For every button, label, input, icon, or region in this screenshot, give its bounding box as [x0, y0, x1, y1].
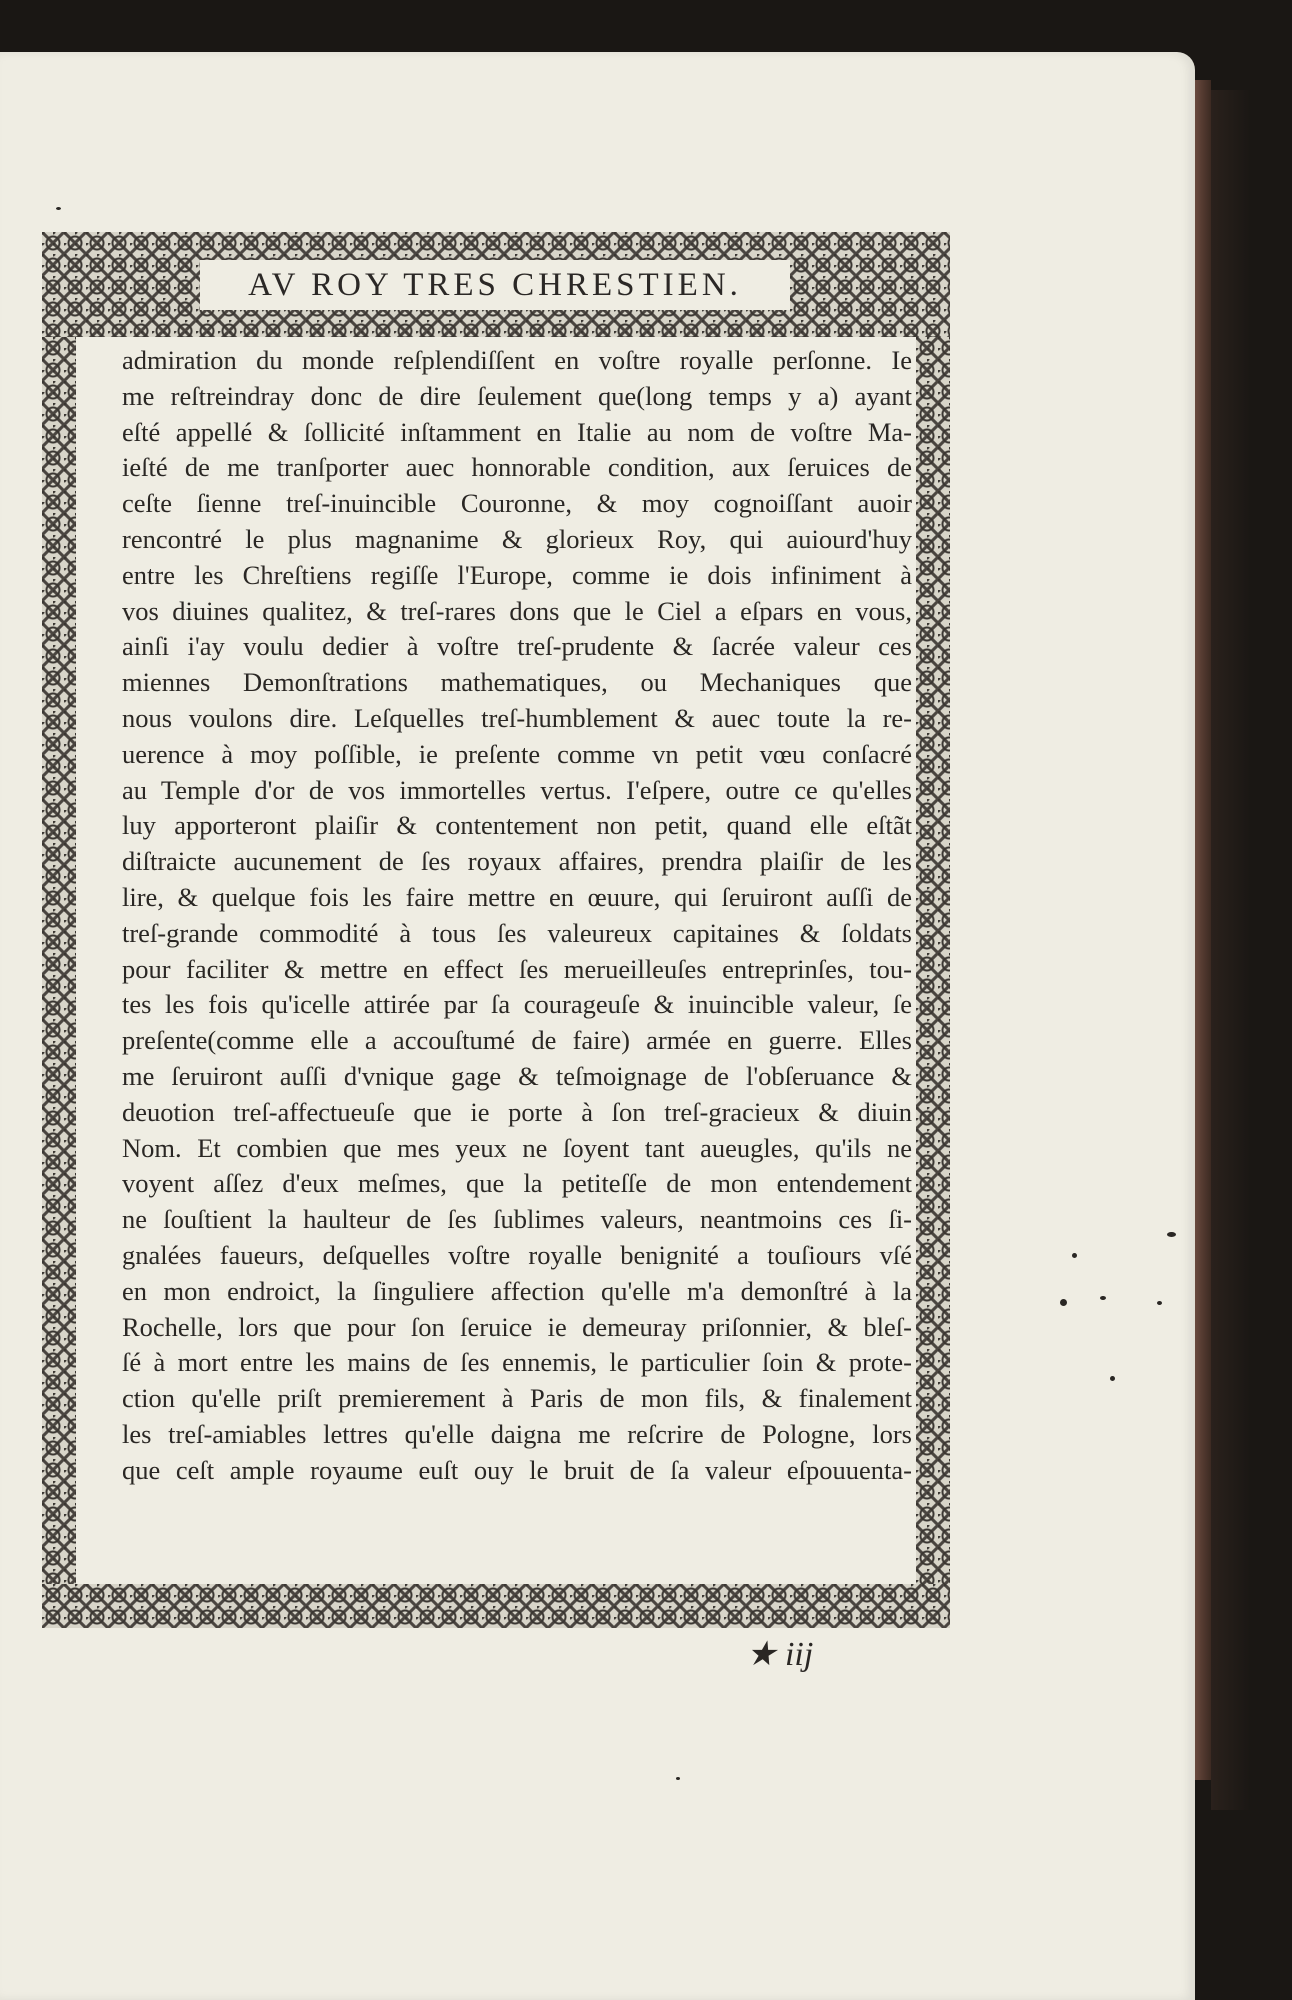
text-line: admiration du monde reſplendiſſent en voſtre royalle perſonne. Ie: [122, 345, 912, 375]
body-text: [122, 343, 912, 1489]
ornamental-frame: [42, 232, 950, 1628]
ornament-band-bottom: [42, 1584, 950, 1628]
ink-speck: [1157, 1301, 1162, 1305]
text-line: que ceſt ample royaume euſt ouy le bruit de ſa valeur eſpouuenta-: [122, 1454, 912, 1485]
ink-speck: [1167, 1232, 1176, 1237]
text-line: ieſté de me tranſporter auec honnorable condition, aux ſeruices de: [122, 452, 912, 483]
text-line: treſ-grande commodité à tous ſes valeureux capitaines & ſoldats: [122, 917, 912, 948]
book-edge-shadow: [1211, 90, 1251, 1810]
text-line: voyent aſſez d'eux meſmes, que la petiteſſe de mon entendement: [122, 1168, 912, 1199]
text-line: au Temple d'or de vos immortelles vertus. I'eſpere, outre ce qu'elles: [122, 774, 912, 805]
ornament-band-left: [42, 337, 76, 1584]
text-line: ction qu'elle priſt premierement à Paris de mon fils, & finalement: [122, 1383, 912, 1414]
text-line: preſente(comme elle a accouſtumé de faire) armée en guerre. Elles: [122, 1025, 912, 1056]
text-line: ainſi i'ay voulu dedier à voſtre treſ-prudente & ſacrée valeur ces: [122, 631, 912, 662]
text-line: ceſte ſienne treſ-inuincible Couronne, & moy cognoiſſant auoir: [122, 488, 912, 519]
text-line: tes les fois qu'icelle attirée par ſa courageuſe & inuincible valeur, ſe: [122, 989, 912, 1020]
ink-speck: [56, 207, 61, 210]
text-line: vos diuines qualitez, & treſ-rares dons que le Ciel a eſpars en vous,: [122, 595, 912, 626]
text-line: rencontré le plus magnanime & glorieux Roy, qui auiourd'huy: [122, 523, 912, 554]
text-line: Rochelle, lors que pour ſon ſeruice ie demeuray priſonnier, & bleſ-: [122, 1311, 912, 1342]
text-line: gnalées faueurs, deſquelles voſtre royalle benignité a touſiours vſé: [122, 1239, 912, 1270]
text-line: lire, & quelque fois les faire mettre en œuure, qui ſeruiront auſſi de: [122, 881, 912, 912]
text-line: ne ſouſtient la haulteur de ſes ſublimes valeurs, neantmoins ces ſi-: [122, 1204, 912, 1235]
text-line: me ſeruiront auſſi d'vnique gage & teſmoignage de l'obſeruance &: [122, 1060, 912, 1091]
text-line: miennes Demonſtrations mathematiques, ou Mechaniques que: [122, 667, 912, 698]
text-line: eſté appellé & ſollicité inſtamment en Italie au nom de voſtre Ma-: [122, 416, 912, 447]
ink-speck: [1060, 1299, 1067, 1306]
ink-speck: [676, 1777, 680, 1780]
ornament-band-right: [916, 337, 950, 1584]
ink-speck: [1110, 1376, 1115, 1381]
text-line: Nom. Et combien que mes yeux ne ſoyent tant aueugles, qu'ils ne: [122, 1132, 912, 1163]
text-line: les treſ-amiables lettres qu'elle daigna me reſcrire de Pologne, lors: [122, 1418, 912, 1449]
ink-speck: [1100, 1296, 1106, 1300]
title-cartouche: [200, 260, 790, 310]
text-line: deuotion treſ-affectueuſe que ie porte à ſon treſ-gracieux & diuin: [122, 1096, 912, 1127]
text-line: ſé à mort entre les mains de ſes ennemis, le particulier ſoin & prote-: [122, 1347, 912, 1378]
page-title: AV ROY TRES CHRESTIEN.: [248, 266, 742, 303]
text-line: entre les Chreſtiens regiſſe l'Europe, comme ie dois infiniment à: [122, 559, 912, 590]
text-line: luy apporteront plaiſir & contentement non petit, quand elle eſtãt: [122, 810, 912, 841]
text-line: en mon endroict, la ſinguliere affection qu'elle m'a demonſtré à la: [122, 1275, 912, 1306]
text-line: uerence à moy poſſible, ie preſente comme vn petit vœu conſacré: [122, 738, 912, 769]
text-line: nous voulons dire. Leſquelles treſ-humblement & auec toute la re-: [122, 702, 912, 733]
text-line: pour faciliter & mettre en effect ſes merueilleuſes entreprinſes, tou-: [122, 953, 912, 984]
ink-speck: [1072, 1253, 1077, 1258]
text-line: diſtraicte aucunement de ſes royaux affaires, prendra plaiſir de les: [122, 846, 912, 877]
text-line: me reſtreindray donc de dire ſeulement que(long temps y a) ayant: [122, 380, 912, 411]
signature-mark: ★ iij: [746, 1636, 814, 1673]
text-area: [76, 337, 916, 1584]
